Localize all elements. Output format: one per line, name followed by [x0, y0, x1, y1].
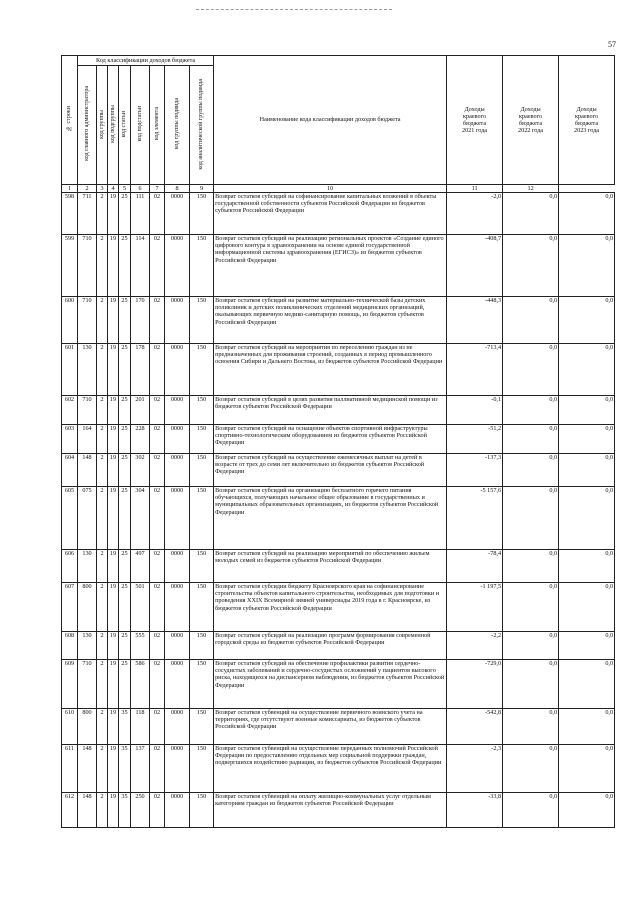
admin-code: 148: [78, 745, 97, 793]
revenue-2023: 0,0: [559, 396, 615, 425]
revenue-name: Возврат остатков субвенций на осуществление первичного воинского учета на территориях, где отсутствуют военные комиссариаты, из бюджетов субъектов Российской Федерации: [214, 709, 447, 745]
revenue-2021: -51,2: [447, 425, 503, 454]
subarticle-code: 201: [131, 396, 150, 425]
subgroup-code: 19: [108, 709, 119, 745]
admin-code: 148: [78, 793, 97, 828]
subtype-group-code: 0000: [165, 793, 190, 828]
column-number: 10: [214, 185, 447, 193]
subgroup-code: 19: [108, 193, 119, 235]
element-code: 02: [150, 235, 165, 297]
subgroup-code: 19: [108, 297, 119, 344]
admin-code: 800: [78, 709, 97, 745]
row-number: 603: [62, 425, 78, 454]
revenue-2022: 0,0: [503, 793, 559, 828]
subgroup-code: 19: [108, 793, 119, 828]
revenue-name: Возврат остатков субсидий на реализацию мероприятий по обеспечению жильем молодых семей из бюджетов субъектов Российской Федерации: [214, 550, 447, 583]
revenue-2022: 0,0: [503, 709, 559, 745]
revenue-2021: -5 157,6: [447, 487, 503, 550]
table-row: [62, 745, 615, 793]
subtype-group-code: 0000: [165, 425, 190, 454]
revenue-name: Возврат остатков субсидий на развитие материально-технической базы детских поликлиник и детских поликлинических отделений медицинских организаций, оказывающих первичную медико-санитарную помощь, из бюджетов субъектов Российской Федерации: [214, 297, 447, 344]
revenue-2023: 0,0: [559, 550, 615, 583]
scan-edge-line: [196, 9, 392, 10]
revenue-2023: 0,0: [559, 583, 615, 632]
element-code: 02: [150, 454, 165, 487]
column-header-row-number: № строки: [62, 56, 78, 185]
article-code: 25: [119, 396, 131, 425]
revenue-2021: -137,3: [447, 454, 503, 487]
group-code: 2: [97, 297, 108, 344]
column-header-2023: Доходы краевого бюджета 2023 года: [559, 56, 615, 185]
element-code: 02: [150, 632, 165, 660]
analytic-group-code: 150: [190, 583, 214, 632]
table-row: [62, 583, 615, 632]
row-number: 606: [62, 550, 78, 583]
column-header-subgroup-code: код подгруппы: [108, 66, 119, 185]
revenue-2022: 0,0: [503, 193, 559, 235]
admin-code: 148: [78, 454, 97, 487]
row-number: 601: [62, 344, 78, 396]
element-code: 02: [150, 745, 165, 793]
row-number: 604: [62, 454, 78, 487]
analytic-group-code: 150: [190, 709, 214, 745]
subgroup-code: 19: [108, 396, 119, 425]
column-header-name: Наименование кода классификации доходов бюджета: [214, 56, 447, 185]
revenue-2023: 0,0: [559, 745, 615, 793]
element-code: 02: [150, 709, 165, 745]
subtype-group-code: 0000: [165, 660, 190, 709]
column-number: 9: [190, 185, 214, 193]
element-code: 02: [150, 660, 165, 709]
revenue-2022: 0,0: [503, 396, 559, 425]
revenue-2021: -1 197,5: [447, 583, 503, 632]
group-code: 2: [97, 793, 108, 828]
article-code: 35: [119, 709, 131, 745]
element-code: 02: [150, 583, 165, 632]
article-code: 25: [119, 583, 131, 632]
table-row: [62, 709, 615, 745]
revenue-2022: 0,0: [503, 487, 559, 550]
row-number: 610: [62, 709, 78, 745]
admin-code: 711: [78, 193, 97, 235]
subtype-group-code: 0000: [165, 297, 190, 344]
revenue-2021: -33,8: [447, 793, 503, 828]
column-header-2021: Доходы краевого бюджета 2021 года: [447, 56, 503, 185]
subarticle-code: 137: [131, 745, 150, 793]
revenue-2021: -713,4: [447, 344, 503, 396]
element-code: 02: [150, 487, 165, 550]
article-code: 25: [119, 632, 131, 660]
element-code: 02: [150, 425, 165, 454]
revenue-2023: 0,0: [559, 193, 615, 235]
revenue-2023: 0,0: [559, 487, 615, 550]
analytic-group-code: 150: [190, 550, 214, 583]
column-header-element-code: код элемента: [150, 66, 165, 185]
subarticle-code: 114: [131, 235, 150, 297]
revenue-name: Возврат остатков субсидий на реализацию программ формирования современной городской среды из бюджетов субъектов Российской Федерации: [214, 632, 447, 660]
column-number: 6: [131, 185, 150, 193]
revenue-2023: 0,0: [559, 297, 615, 344]
revenue-2022: 0,0: [503, 344, 559, 396]
analytic-group-code: 150: [190, 396, 214, 425]
column-header-subtype-group-code: код группы подвида: [165, 66, 190, 185]
revenue-2021: -542,8: [447, 709, 503, 745]
analytic-group-code: 150: [190, 344, 214, 396]
column-header-article-code: код статьи: [119, 66, 131, 185]
subgroup-code: 19: [108, 745, 119, 793]
subarticle-code: 118: [131, 709, 150, 745]
revenue-2023: 0,0: [559, 660, 615, 709]
group-code: 2: [97, 550, 108, 583]
subgroup-code: 19: [108, 487, 119, 550]
subtype-group-code: 0000: [165, 396, 190, 425]
analytic-group-code: 150: [190, 793, 214, 828]
analytic-group-code: 150: [190, 235, 214, 297]
subgroup-code: 19: [108, 660, 119, 709]
analytic-group-code: 150: [190, 297, 214, 344]
subgroup-code: 19: [108, 550, 119, 583]
column-header-analytic-group-code: код аналитической группы подвида: [190, 66, 214, 185]
column-number: 7: [150, 185, 165, 193]
admin-code: 800: [78, 583, 97, 632]
subtype-group-code: 0000: [165, 193, 190, 235]
admin-code: 164: [78, 425, 97, 454]
group-code: 2: [97, 344, 108, 396]
column-number: 2: [78, 185, 97, 193]
table-row: [62, 193, 615, 235]
admin-code: 710: [78, 396, 97, 425]
element-code: 02: [150, 396, 165, 425]
row-number: 609: [62, 660, 78, 709]
budget-revenue-table: [61, 55, 615, 828]
revenue-2022: 0,0: [503, 660, 559, 709]
article-code: 25: [119, 235, 131, 297]
row-number: 612: [62, 793, 78, 828]
article-code: 25: [119, 550, 131, 583]
column-number-row: [62, 185, 615, 193]
header-row-group: [62, 56, 615, 66]
revenue-2021: -2,2: [447, 632, 503, 660]
subtype-group-code: 0000: [165, 632, 190, 660]
analytic-group-code: 150: [190, 745, 214, 793]
article-code: 25: [119, 487, 131, 550]
subarticle-code: 250: [131, 793, 150, 828]
subarticle-code: 501: [131, 583, 150, 632]
row-number: 598: [62, 193, 78, 235]
table-row: [62, 660, 615, 709]
group-code: 2: [97, 487, 108, 550]
subgroup-code: 19: [108, 454, 119, 487]
column-group-classification-code: Код классификации доходов бюджета: [78, 56, 214, 66]
revenue-name: Возврат остатков субсидий на организацию бесплатного горячего питания обучающихся, получающих начальное общее образование в государственных и муниципальных образовательных организациях, из бюджетов субъектов Российской Федерации: [214, 487, 447, 550]
subgroup-code: 19: [108, 235, 119, 297]
article-code: 25: [119, 297, 131, 344]
revenue-2021: -2,3: [447, 745, 503, 793]
article-code: 25: [119, 454, 131, 487]
subarticle-code: 178: [131, 344, 150, 396]
element-code: 02: [150, 297, 165, 344]
group-code: 2: [97, 396, 108, 425]
revenue-2021: -729,0: [447, 660, 503, 709]
table-row: [62, 454, 615, 487]
revenue-2021: -2,0: [447, 193, 503, 235]
admin-code: 075: [78, 487, 97, 550]
group-code: 2: [97, 583, 108, 632]
revenue-name: Возврат остатков субсидий на оснащение объектов спортивной инфраструктуры спортивно-технологическим оборудованием из бюджетов субъектов Российской Федерации: [214, 425, 447, 454]
revenue-name: Возврат остатков субсидий на софинансирование капитальных вложений в объекты государственной собственности субъектов Российской Федерации из бюджетов субъектов Российской Федерации: [214, 193, 447, 235]
column-number: 3: [97, 185, 108, 193]
group-code: 2: [97, 235, 108, 297]
column-header-subarticle-code: код подстатьи: [131, 66, 150, 185]
column-header-group-code: код группы: [97, 66, 108, 185]
subtype-group-code: 0000: [165, 344, 190, 396]
admin-code: 130: [78, 550, 97, 583]
revenue-name: Возврат остатков субвенций на осуществление переданных полномочий Российской Федерации по предоставлению отдельных мер социальной поддержки граждан, подвергшихся воздействию радиации, из бюджетов субъектов Российской Федерации: [214, 745, 447, 793]
revenue-name: Возврат остатков субсидий на мероприятия по переселению граждан из не предназначенных для проживания строений, созданных в период промышленного освоения Сибири и Дальнего Востока, из бюджетов субъектов Российской Федерации: [214, 344, 447, 396]
page-number: 57: [608, 40, 616, 49]
revenue-2022: 0,0: [503, 297, 559, 344]
subtype-group-code: 0000: [165, 745, 190, 793]
revenue-name: Возврат остатков субсидий в целях развития паллиативной медицинской помощи из бюджетов субъектов Российской Федерации: [214, 396, 447, 425]
subarticle-code: 497: [131, 550, 150, 583]
table-row: [62, 344, 615, 396]
element-code: 02: [150, 550, 165, 583]
analytic-group-code: 150: [190, 660, 214, 709]
revenue-2021: -408,7: [447, 235, 503, 297]
column-header-2022: Доходы краевого бюджета 2022 года: [503, 56, 559, 185]
article-code: 25: [119, 344, 131, 396]
revenue-name: Возврат остатков субвенций на оплату жилищно-коммунальных услуг отдельным категориям граждан из бюджетов субъектов Российской Федерации: [214, 793, 447, 828]
table-row: [62, 235, 615, 297]
article-code: 35: [119, 793, 131, 828]
analytic-group-code: 150: [190, 487, 214, 550]
group-code: 2: [97, 454, 108, 487]
subarticle-code: 586: [131, 660, 150, 709]
revenue-name: Возврат остатков субсидий на обеспечение профилактики развития сердечно-сосудистых заболеваний и сердечно-сосудистых осложнений у пациентов высокого риска, находящихся на диспансерном наблюдении, из бюджетов субъектов Российской Федерации: [214, 660, 447, 709]
table-row: [62, 632, 615, 660]
subarticle-code: 170: [131, 297, 150, 344]
subgroup-code: 19: [108, 344, 119, 396]
subarticle-code: 304: [131, 487, 150, 550]
subtype-group-code: 0000: [165, 487, 190, 550]
subtype-group-code: 0000: [165, 454, 190, 487]
admin-code: 710: [78, 297, 97, 344]
article-code: 25: [119, 425, 131, 454]
subtype-group-code: 0000: [165, 550, 190, 583]
group-code: 2: [97, 709, 108, 745]
revenue-2023: 0,0: [559, 425, 615, 454]
column-number: 5: [119, 185, 131, 193]
article-code: 35: [119, 745, 131, 793]
analytic-group-code: 150: [190, 425, 214, 454]
revenue-2022: 0,0: [503, 745, 559, 793]
column-header-admin-code: код главного администратора: [78, 66, 97, 185]
column-number: 8: [165, 185, 190, 193]
column-number: 1: [62, 185, 78, 193]
revenue-2022: 0,0: [503, 583, 559, 632]
element-code: 02: [150, 344, 165, 396]
revenue-2022: 0,0: [503, 632, 559, 660]
element-code: 02: [150, 793, 165, 828]
subtype-group-code: 0000: [165, 709, 190, 745]
row-number: 605: [62, 487, 78, 550]
group-code: 2: [97, 425, 108, 454]
revenue-2021: -78,4: [447, 550, 503, 583]
revenue-2023: 0,0: [559, 344, 615, 396]
column-number: 11: [447, 185, 503, 193]
revenue-2021: -448,3: [447, 297, 503, 344]
admin-code: 710: [78, 235, 97, 297]
revenue-name: Возврат остатков субсидий на осуществление ежемесячных выплат на детей в возрасте от трех до семи лет включительно из бюджетов субъектов Российской Федерации: [214, 454, 447, 487]
table-row: [62, 793, 615, 828]
revenue-name: Возврат остатков субсидии бюджету Красноярского края на софинансирование строительства объектов капитального строительства, необходимых для подготовки и проведения XXIX Всемирной зимней универсиады 2019 года в г. Красноярске, из бюджетов субъектов Российской Федерации: [214, 583, 447, 632]
revenue-2022: 0,0: [503, 454, 559, 487]
row-number: 600: [62, 297, 78, 344]
admin-code: 710: [78, 660, 97, 709]
analytic-group-code: 150: [190, 632, 214, 660]
revenue-2023: 0,0: [559, 235, 615, 297]
group-code: 2: [97, 660, 108, 709]
subgroup-code: 19: [108, 425, 119, 454]
subarticle-code: 302: [131, 454, 150, 487]
admin-code: 130: [78, 632, 97, 660]
table-row: [62, 396, 615, 425]
table-row: [62, 297, 615, 344]
group-code: 2: [97, 193, 108, 235]
row-number: 611: [62, 745, 78, 793]
subgroup-code: 19: [108, 583, 119, 632]
subgroup-code: 19: [108, 632, 119, 660]
row-number: 607: [62, 583, 78, 632]
analytic-group-code: 150: [190, 193, 214, 235]
subarticle-code: 228: [131, 425, 150, 454]
table-row: [62, 425, 615, 454]
revenue-2023: 0,0: [559, 709, 615, 745]
article-code: 25: [119, 660, 131, 709]
article-code: 25: [119, 193, 131, 235]
column-number: 12: [503, 185, 559, 193]
element-code: 02: [150, 193, 165, 235]
subtype-group-code: 0000: [165, 583, 190, 632]
revenue-name: Возврат остатков субсидий на реализацию региональных проектов «Создание единого цифрового контура в здравоохранении на основе единой государственной информационной системы здравоохранения (ЕГИСЗ)» из бюджетов субъектов Российской Федерации: [214, 235, 447, 297]
table-row: [62, 487, 615, 550]
row-number: 599: [62, 235, 78, 297]
revenue-2022: 0,0: [503, 425, 559, 454]
column-number: 4: [108, 185, 119, 193]
revenue-2023: 0,0: [559, 793, 615, 828]
row-number: 602: [62, 396, 78, 425]
analytic-group-code: 150: [190, 454, 214, 487]
admin-code: 130: [78, 344, 97, 396]
revenue-2023: 0,0: [559, 454, 615, 487]
group-code: 2: [97, 745, 108, 793]
group-code: 2: [97, 632, 108, 660]
revenue-2021: -0,1: [447, 396, 503, 425]
subarticle-code: 111: [131, 193, 150, 235]
revenue-2023: 0,0: [559, 632, 615, 660]
subtype-group-code: 0000: [165, 235, 190, 297]
row-number: 608: [62, 632, 78, 660]
table-row: [62, 550, 615, 583]
revenue-2022: 0,0: [503, 550, 559, 583]
subarticle-code: 555: [131, 632, 150, 660]
revenue-2022: 0,0: [503, 235, 559, 297]
